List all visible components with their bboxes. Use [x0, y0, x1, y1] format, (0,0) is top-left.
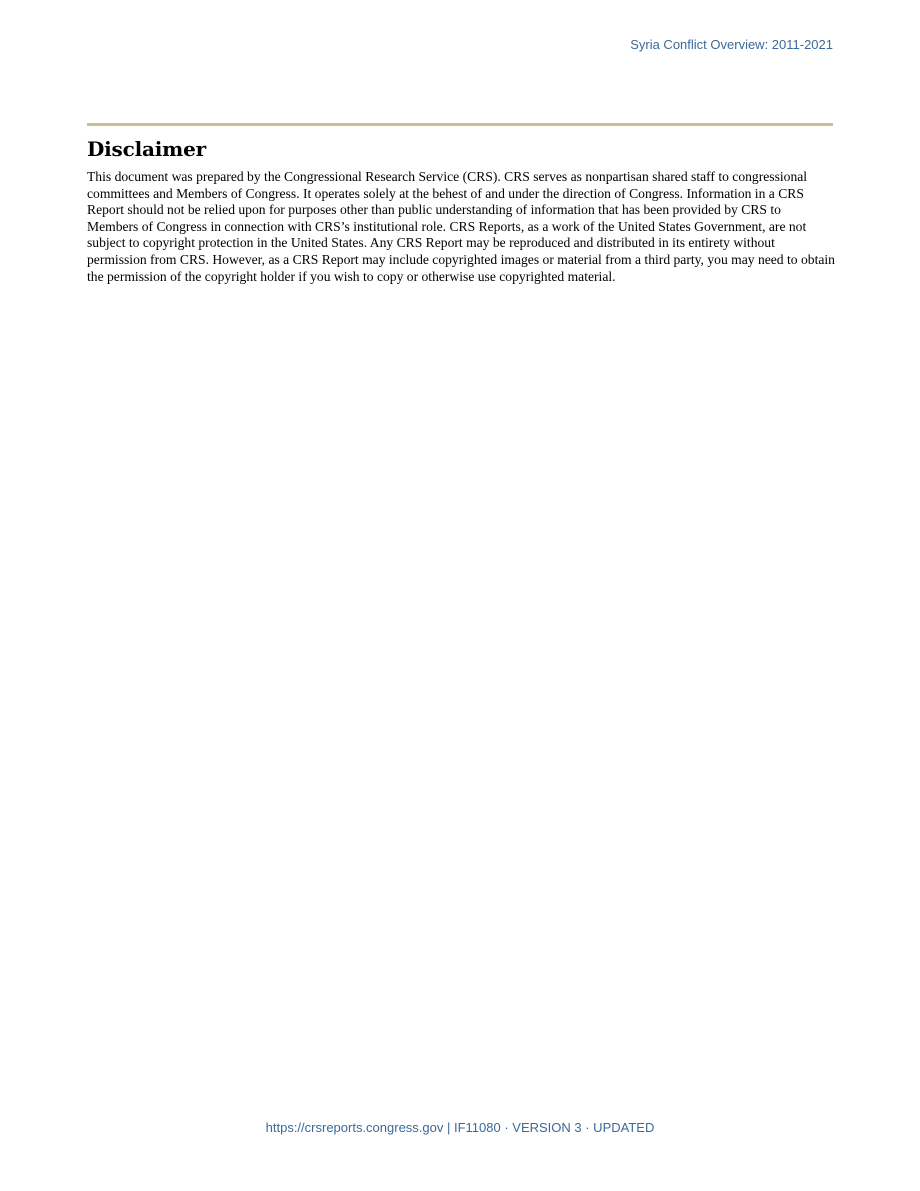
page-footer[interactable]: https://crsreports.congress.gov | IF11080 · VERSION 3 · UPDATED [265, 1120, 655, 1135]
disclaimer-paragraph: This document was prepared by the Congressional Research Service (CRS). CRS serves as nonpartisan shared staff to congressional committees and Members of Congress. It operates solely at the behest of and under the direction of Congress. Information in a CRS Report should not be relied upon for purposes other than public understanding of information that has been provided by CRS to Members of Congress in connection with CRS’s institutional role. CRS Reports, as a work of the United States Government, are not subject to copyright protection in the United States. Any CRS Report may be reproduced and distributed in its entirety without permission from CRS. However, as a CRS Report may include copyrighted images or material from a third party, you may need to obtain the permission of the copyright holder if you wish to copy or otherwise use copyrighted material. [87, 169, 835, 284]
section-title: Disclaimer [87, 137, 206, 161]
section-divider [87, 123, 833, 126]
running-header: Syria Conflict Overview: 2011-2021 [630, 37, 833, 52]
